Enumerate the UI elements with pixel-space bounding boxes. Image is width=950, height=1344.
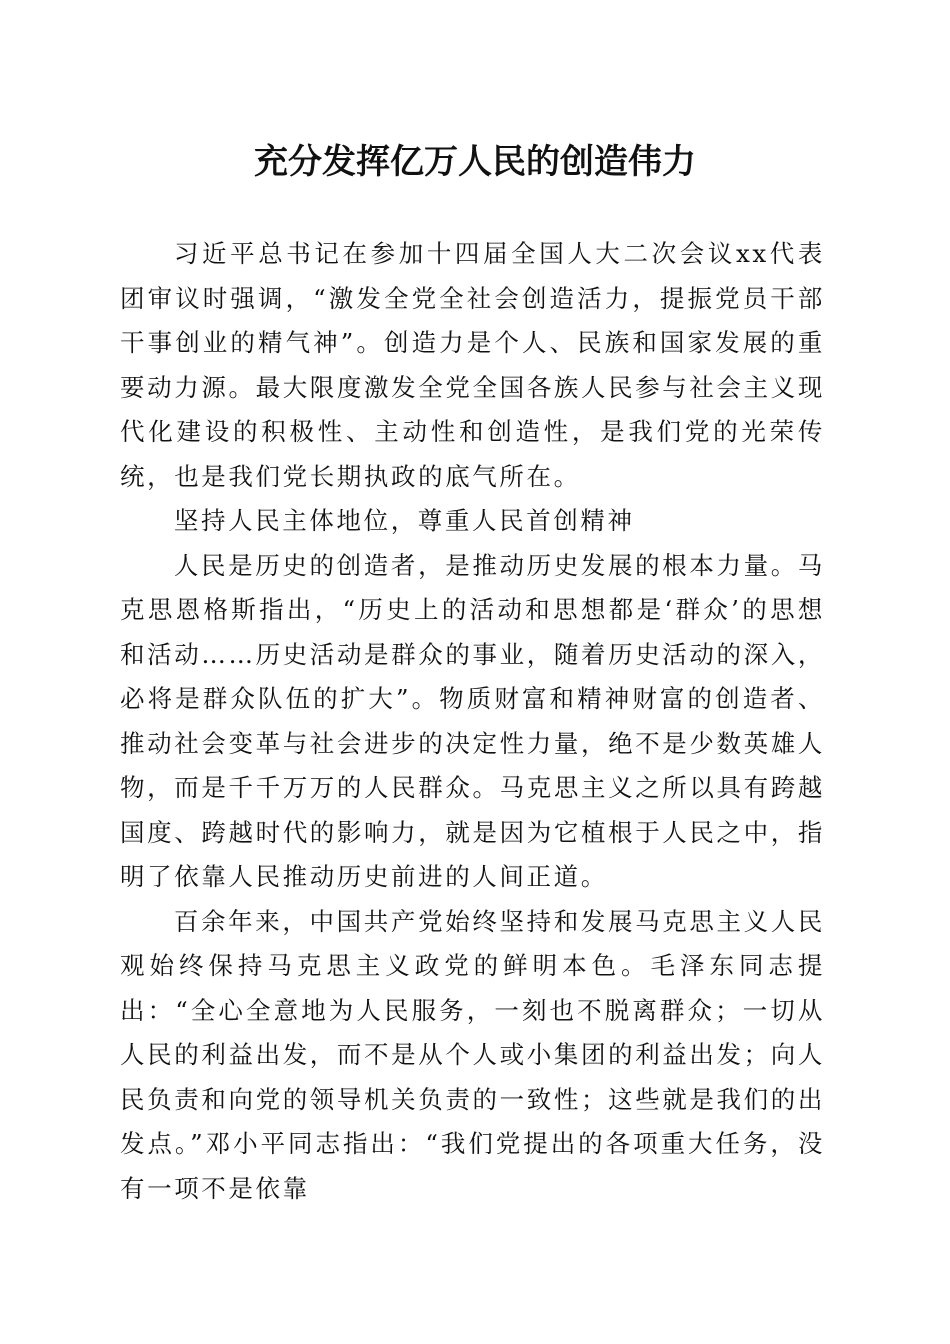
paragraph-history: 人民是历史的创造者，是推动历史发展的根本力量。马克思恩格斯指出，“历史上的活动和思想都是‘群众’的思想和活动……历史活动是群众的事业，随着历史活动的深入，必将是群众队伍的扩大”。物质财富和精神财富的创造者、推动社会变革与社会进步的决定性力量，绝不是少数英雄人物，而是千千万万的人民群众。马克思主义之所以具有跨越国度、跨越时代的影响力，就是因为它植根于人民之中，指明了依靠人民推动历史前进的人间正道。 [120, 550, 825, 891]
paragraph-century: 百余年来，中国共产党始终坚持和发展马克思主义人民观始终保持马克思主义政党的鲜明本色。毛泽东同志提出：“全心全意地为人民服务，一刻也不脱离群众；一切从人民的利益出发，而不是从个人或小集团的利益出发；向人民负责和向党的领导机关负责的一致性；这些就是我们的出发点。”邓小平同志指出：“我们党提出的各项重大任务，没有一项不是依靠 [120, 906, 825, 1203]
paragraph-intro: 习近平总书记在参加十四届全国人大二次会议xx代表团审议时强调，“激发全党全社会创造活力，提振党员干部干事创业的精气神”。创造力是个人、民族和国家发展的重要动力源。最大限度激发全党全国各族人民参与社会主义现代化建设的积极性、主动性和创造性，是我们党的光荣传统，也是我们党长期执政的底气所在。 [120, 239, 825, 491]
document-body [120, 232, 825, 1211]
section-heading: 坚持人民主体地位，尊重人民首创精神 [173, 506, 635, 535]
document-title: 充分发挥亿万人民的创造伟力 [254, 142, 696, 182]
